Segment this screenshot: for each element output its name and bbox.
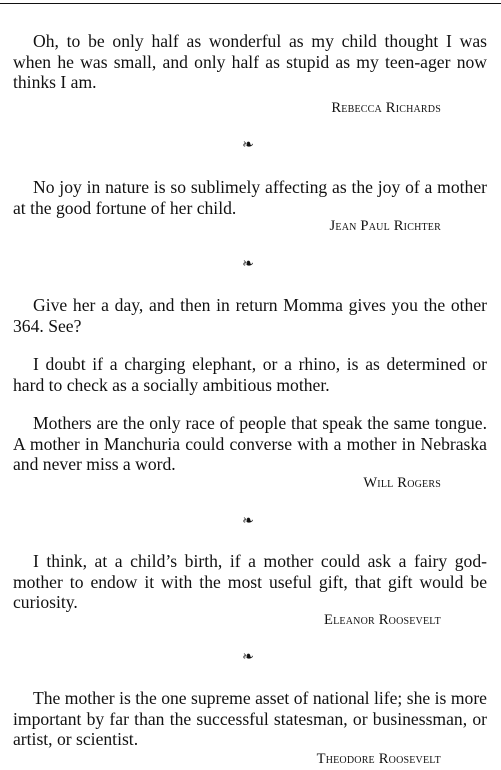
quote-author: Theodore Roosevelt: [316, 751, 441, 767]
fleuron-ornament: ❧: [242, 514, 254, 529]
top-rule: [0, 3, 501, 4]
quote-author: Rebecca Richards: [331, 100, 441, 116]
quote-author: Jean Paul Richter: [329, 218, 441, 234]
quote-author: Will Rogers: [363, 475, 441, 491]
quote-text: Mothers are the only race of people that speak the same tongue. A mother in Manchuria could converse with a mother in Nebraska and never miss a word.: [13, 413, 487, 475]
quote-text: No joy in nature is so sublimely affecting as the joy of a mother at the good fortune of her child.: [13, 177, 487, 218]
fleuron-ornament: ❧: [242, 650, 254, 665]
quote-text: I think, at a child’s birth, if a mother could ask a fairy godmother to endow it with the most useful gift, that gift would be curiosity.: [13, 551, 487, 613]
quote-text: The mother is the one supreme asset of national life; she is more important by far than the successful statesman, or businessman, or artist, or scientist.: [13, 688, 487, 750]
quote-text: I doubt if a charging elephant, or a rhino, is as determined or hard to check as a socially ambitious mother.: [13, 354, 487, 395]
fleuron-ornament: ❧: [242, 138, 254, 153]
quote-author: Eleanor Roosevelt: [324, 612, 441, 628]
fleuron-ornament: ❧: [242, 257, 254, 272]
quote-text: Oh, to be only half as wonderful as my child thought I was when he was small, and only half as stupid as my teen-ager now thinks I am.: [13, 31, 487, 93]
quote-text: Give her a day, and then in return Momma gives you the other 364. See?: [13, 295, 487, 336]
